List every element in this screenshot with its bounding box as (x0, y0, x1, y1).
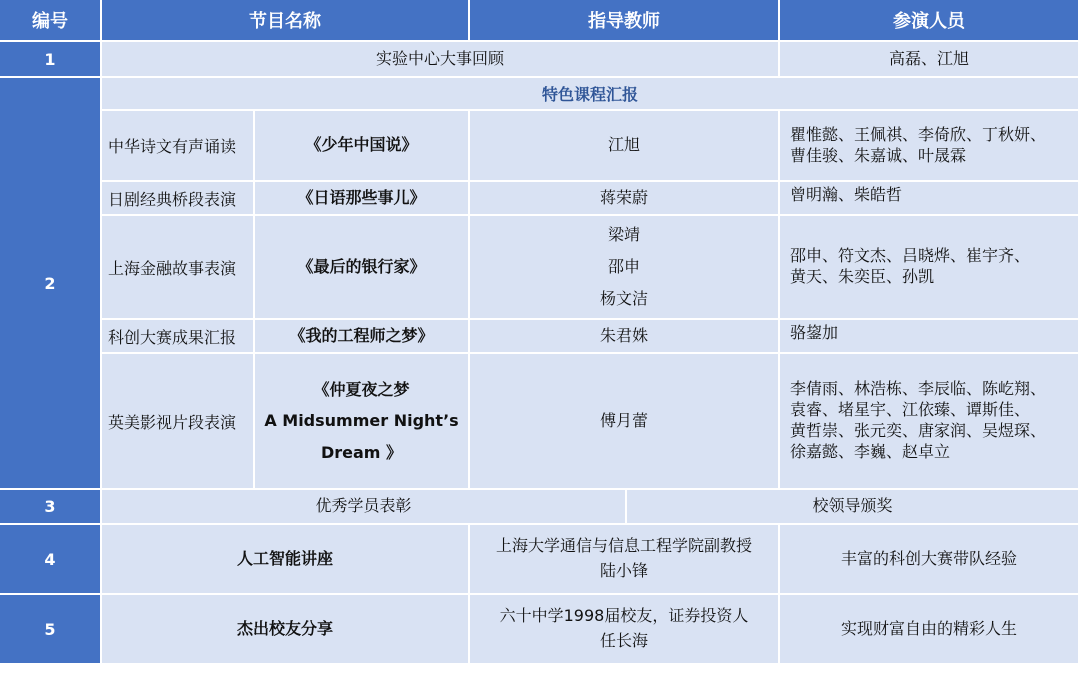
performers-line: 李倩雨、林浩栋、李辰临、陈屹翔、 (790, 379, 1047, 399)
performers-line: 曹佳骏、朱嘉诚、叶晟霖 (790, 145, 967, 165)
program-name: 《日语那些事儿》 (255, 182, 470, 216)
row-number: 3 (0, 490, 102, 525)
table-row-3 (0, 490, 1080, 525)
teacher-name: 朱君姝 (599, 325, 648, 345)
performers-line: 邵申、符文杰、吕晓烨、崔宇齐、 (790, 246, 1031, 266)
table-row-1 (0, 42, 1080, 78)
section-subtitle: 特色课程汇报 (102, 78, 1080, 111)
row-number: 5 (0, 595, 102, 665)
program-name: 实验中心大事回顾 (102, 42, 780, 78)
program-name: 人工智能讲座 (102, 525, 470, 595)
header-program: 节目名称 (102, 0, 470, 42)
teacher-name: 傅月蕾 (599, 410, 648, 430)
performers-line: 瞿惟懿、王佩祺、李倚欣、丁秋妍、 (790, 124, 1047, 144)
performers-line: 袁睿、堵星宇、江依臻、谭斯佳、 (790, 400, 1031, 420)
table-row-4 (0, 525, 1080, 595)
performers-line: 黄天、朱奕臣、孙凯 (790, 267, 935, 286)
program-name-line: 《仲夏夜之梦 (313, 380, 410, 400)
table-row-2c (0, 216, 1080, 320)
performers-line: 徐嘉懿、李巍、赵卓立 (790, 441, 951, 461)
program-name: 优秀学员表彰 (102, 490, 627, 525)
performers: 实现财富自由的精彩人生 (780, 595, 1080, 665)
teacher-line: 任长海 (599, 631, 648, 650)
table-row-5 (0, 595, 1080, 665)
performers: 高磊、江旭 (780, 42, 1080, 78)
teacher-name: 江旭 (607, 135, 640, 155)
program-name-line: Dream 》 (320, 442, 403, 462)
category: 中华诗文有声诵读 (102, 111, 255, 182)
table-row-2a (0, 111, 1080, 182)
teacher (470, 111, 780, 182)
performers (780, 182, 1080, 216)
table-row-2b (0, 182, 1080, 216)
program-name: 杰出校友分享 (102, 595, 470, 665)
teacher-line: 六十中学1998届校友，证券投资人 (499, 606, 749, 626)
performers-line: 曾明瀚、柴皓哲 (790, 185, 903, 204)
header-num: 编号 (0, 0, 102, 42)
category: 科创大赛成果汇报 (102, 320, 255, 354)
teacher-line: 陆小锋 (599, 561, 648, 580)
table-row-2-subtitle (0, 78, 1080, 111)
performers-line: 黄哲崇、张元奕、唐家润、吴煜琛、 (790, 421, 1047, 440)
performers: 丰富的科创大赛带队经验 (780, 525, 1080, 595)
teacher-line: 上海大学通信与信息工程学院副教授 (495, 536, 752, 556)
teacher (470, 216, 780, 320)
performers-line: 骆鋆加 (790, 323, 839, 342)
program-name: 《少年中国说》 (255, 111, 470, 182)
program-name-line: A Midsummer Night’s (264, 411, 459, 431)
teacher-name: 邵申 (607, 257, 640, 276)
teacher (470, 320, 780, 354)
table-row-2e (0, 354, 1080, 490)
program-name (255, 354, 470, 490)
header-performers: 参演人员 (780, 0, 1080, 42)
performers (780, 111, 1080, 182)
performers (780, 354, 1080, 490)
category: 英美影视片段表演 (102, 354, 255, 490)
teacher (470, 525, 780, 595)
table-row-2d (0, 320, 1080, 354)
teacher-name: 梁靖 (607, 225, 640, 244)
row-number: 1 (0, 42, 102, 78)
teacher (470, 595, 780, 665)
row-number: 2 (0, 78, 102, 490)
performers (780, 320, 1080, 354)
header-row (0, 0, 1080, 42)
performers (780, 216, 1080, 320)
teacher-name: 杨文洁 (599, 289, 648, 308)
program-name: 《最后的银行家》 (255, 216, 470, 320)
category: 日剧经典桥段表演 (102, 182, 255, 216)
teacher (470, 182, 780, 216)
presenter: 校领导颁奖 (627, 490, 1080, 525)
teacher (470, 354, 780, 490)
row-number: 4 (0, 525, 102, 595)
header-teacher: 指导教师 (470, 0, 780, 42)
teacher-name: 蒋荣蔚 (599, 187, 648, 207)
program-name: 《我的工程师之梦》 (255, 320, 470, 354)
category: 上海金融故事表演 (102, 216, 255, 320)
